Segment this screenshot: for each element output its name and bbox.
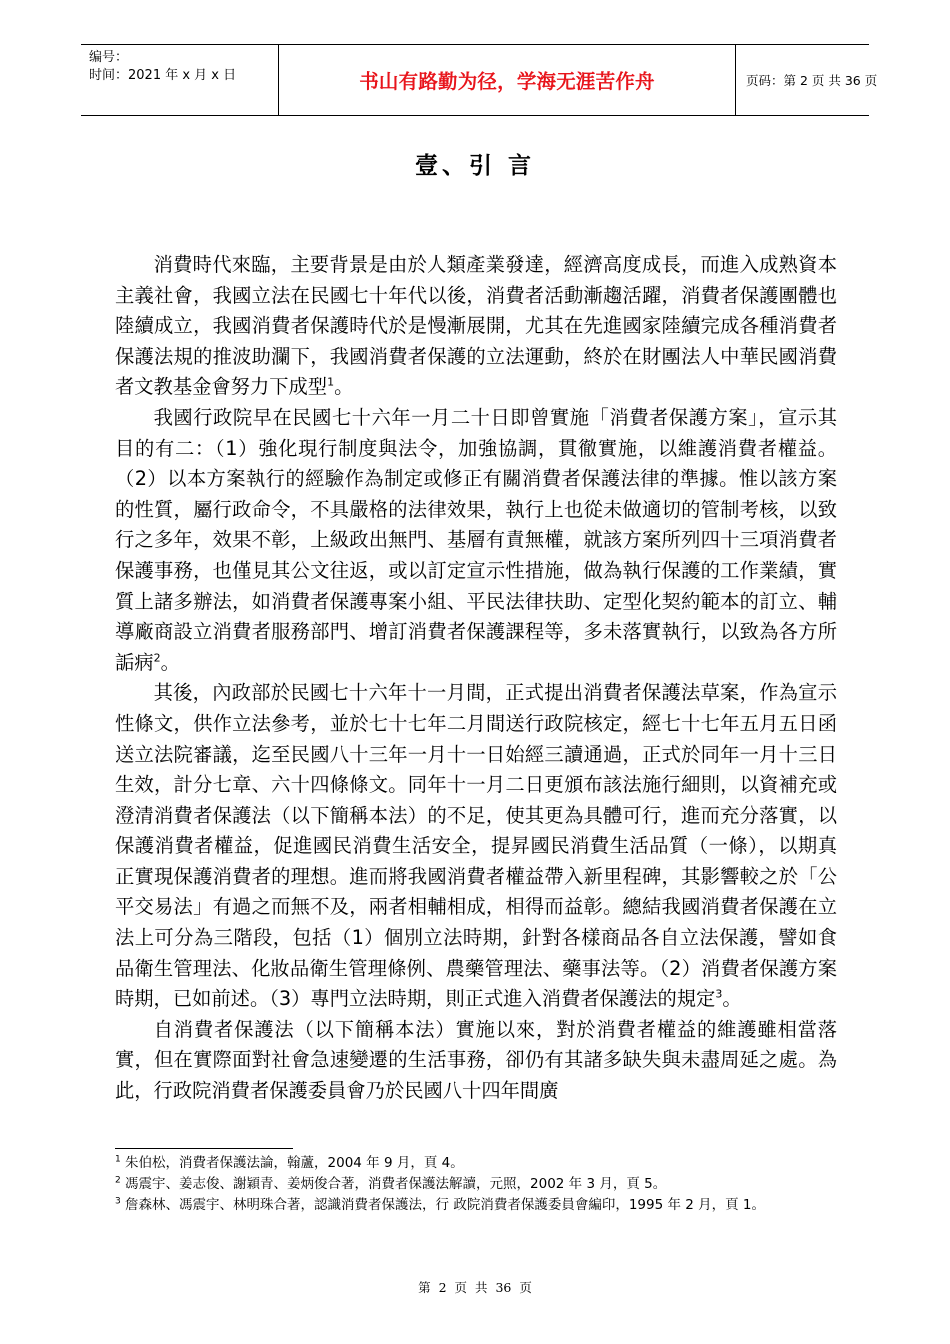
header-meta <box>81 45 278 115</box>
footnote-divider <box>115 1148 293 1149</box>
header-motto: 书山有路勤为径，学海无涯苦作舟 <box>278 45 736 115</box>
footnote-1: $^1$ 朱伯松，消費者保護法論，翰蘆，2004 年 9 月，頁 4。 <box>115 1154 464 1171</box>
footnotes <box>115 1153 837 1216</box>
header-page-info: 页码：第 2 页 共 36 页 <box>746 73 878 88</box>
number-label: 编号： <box>89 50 129 65</box>
footnote-3: $^3$ 詹森林、馮震宇、林明珠合著，認識消費者保護法，行 政院消費者保護委員會編印，1995 年 2 月，頁 1。 <box>115 1196 766 1213</box>
footnote-2: $^2$ 馮震宇、姜志俊、謝穎青、姜炳俊合著，消費者保護法解讀，元照，2002 年 3 月，頁 5。 <box>115 1175 667 1192</box>
footnote-ref-2[interactable]: 2 <box>153 651 161 665</box>
body-text <box>115 250 837 1107</box>
section-title: 壹、引 言 <box>414 152 535 179</box>
time-label: 时间：2021 年 x 月 x 日 <box>89 68 237 83</box>
footnote-ref-1[interactable]: 1 <box>327 375 335 389</box>
paragraph-3: 其後，內政部於民國七十六年十一月間，正式提出消費者保護法草案，作為宣示性條文，供作立法參考，並於七十七年二月間送行政院核定，經七十七年五月五日函送立法院審議，迄至民國八十三年一月十一日始經三讀通過，正式於同年一月十三日生效，計分七章、六十四條條文。同年十一月二日更頒布該法施行細則，以資補充或澄清消費者保護法（以下簡稱本法）的不足，使其更為具體可行，進而充分落實，以保護消費者權益，促進國民消費生活安全，提昇國民消費生活品質（一條），以期真正實現保護消費者的理想。進而將我國消費者權益帶入新里程碑，其影響較之於「公平交易法」有過之而無不及，兩者相輔相成，相得而益彰。總結我國消費者保護在立法上可分為三階段，包括（1）個別立法時期，針對各樣商品各自立法保護，譬如食品衛生管理法、化妝品衛生管理條例、農藥管理法、藥事法等。（2）消費者保護方案時期，已如前述。（3）專門立法時期，則正式進入消費者保護法的規定$^3$。 <box>115 681 837 1011</box>
footnote-ref-3[interactable]: 3 <box>715 987 723 1001</box>
paragraph-2: 我國行政院早在民國七十六年一月二十日即曾實施「消費者保護方案」，宣示其目的有二：（1）強化現行制度與法令，加強協調，貫徹實施，以維護消費者權益。（2）以本方案執行的經驗作為制定或修正有關消費者保護法律的準據。惟以該方案的性質，屬行政命令，不具嚴格的法律效果，執行上也從未做適切的管制考核，以致行之多年，效果不彰，上級政出無門、基層有責無權，就該方案所列四十三項消費者保護事務，也僅見其公文往返，或以訂定宣示性措施，做為執行保護的工作業績，實質上諸多辦法，如消費者保護專案小組、平民法律扶助、定型化契約範本的訂立、輔導廠商設立消費者服務部門、增訂消費者保護課程等，多未落實執行，以致為各方所詬病$^2$。 <box>115 405 837 674</box>
page-number: 第 2 页 共 36 页 <box>418 1280 532 1295</box>
header-table <box>81 44 878 116</box>
paragraph-1: 消費時代來臨，主要背景是由於人類產業發達，經濟高度成長，而進入成熟資本主義社會，我國立法在民國七十年代以後，消費者活動漸趨活躍，消費者保護團體也陸續成立，我國消費者保護時代於是慢漸展開，尤其在先進國家陸續完成各種消費者保護法規的推波助瀾下，我國消費者保護的立法運動，終於在財團法人中華民國消費者文教基金會努力下成型$^1$。 <box>115 253 837 399</box>
paragraph-4: 自消費者保護法（以下簡稱本法）實施以來，對於消費者權益的維護雖相當落實，但在實際面對社會急速變遷的生活事務，卻仍有其諸多缺失與未盡周延之處。為此，行政院消費者保護委員會乃於民國八十四年間廣 <box>115 1017 837 1103</box>
